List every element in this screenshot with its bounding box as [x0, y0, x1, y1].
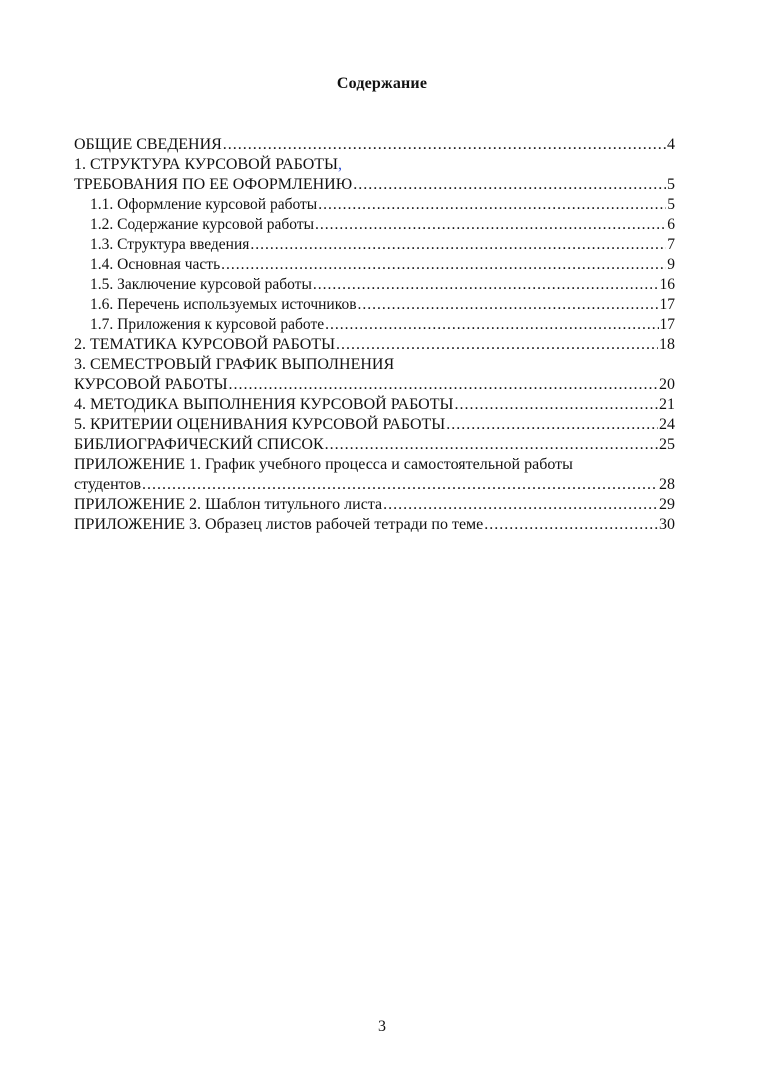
- toc-entry-methodology[interactable]: [74, 395, 675, 415]
- toc-entry-label-line1: 3. СЕМЕСТРОВЫЙ ГРАФИК ВЫПОЛНЕНИЯ: [74, 356, 395, 373]
- toc-subentry-1-2[interactable]: [90, 215, 675, 235]
- toc-page-number: 9: [667, 256, 675, 273]
- toc-entry-label: ОБЩИЕ СВЕДЕНИЯ: [74, 136, 222, 153]
- toc-entry-label-line2: ТРЕБОВАНИЯ ПО ЕЕ ОФОРМЛЕНИЮ: [74, 176, 353, 193]
- toc-entry-appendix-1[interactable]: [74, 455, 675, 495]
- toc-page-number: 21: [659, 396, 675, 413]
- toc-subentry-1-1[interactable]: [90, 195, 675, 215]
- toc-leader-dots: [336, 335, 658, 355]
- toc-page-number: 17: [659, 296, 675, 313]
- toc-entry-label: 2. ТЕМАТИКА КУРСОВОЙ РАБОТЫ: [74, 336, 336, 353]
- toc-entry-label: 1.4. Основная часть: [90, 256, 221, 273]
- toc-subentry-1-5[interactable]: [90, 275, 675, 295]
- toc-entry-label-line2: КУРСОВОЙ РАБОТЫ: [74, 376, 228, 393]
- toc-page-number: 20: [659, 376, 675, 393]
- toc-entry-label: 1.5. Заключение курсовой работы: [90, 276, 312, 293]
- toc-entry-label: 1.1. Оформление курсовой работы: [90, 196, 318, 213]
- toc-page-number: 30: [659, 516, 675, 533]
- toc-leader-dots: [142, 475, 658, 495]
- toc-page-number: 17: [659, 316, 675, 333]
- toc-page-number: 6: [667, 216, 675, 233]
- toc-entry-appendix-2[interactable]: [74, 495, 675, 515]
- toc-entry-structure[interactable]: [74, 155, 675, 195]
- toc-leader-dots: [358, 295, 659, 315]
- toc-leader-dots: [315, 215, 666, 235]
- toc-entry-general-info[interactable]: [74, 135, 675, 155]
- page-number: 3: [378, 1018, 386, 1035]
- toc-page-number: 7: [667, 236, 675, 253]
- toc-entry-label: ПРИЛОЖЕНИЕ 3. Образец листов рабочей тетради по теме: [74, 516, 484, 533]
- toc-leader-dots: [223, 135, 666, 155]
- toc-subentry-1-7[interactable]: [90, 315, 675, 335]
- toc-subentry-1-6[interactable]: [90, 295, 675, 315]
- toc-entry-criteria[interactable]: [74, 415, 675, 435]
- toc-page-number: 4: [667, 136, 675, 153]
- toc-entry-label: БИБЛИОГРАФИЧЕСКИЙ СПИСОК: [74, 436, 324, 453]
- toc-entry-label: 1.2. Содержание курсовой работы: [90, 216, 315, 233]
- toc-entry-label: 1.3. Структура введения: [90, 236, 250, 253]
- toc-page-number: 5: [667, 196, 675, 213]
- toc-leader-dots: [353, 175, 666, 195]
- toc-leader-dots: [313, 275, 659, 295]
- toc-page-number: 24: [659, 416, 675, 433]
- toc-leader-dots: [446, 415, 658, 435]
- toc-subentry-1-4[interactable]: [90, 255, 675, 275]
- toc-entry-label: 5. КРИТЕРИИ ОЦЕНИВАНИЯ КУРСОВОЙ РАБОТЫ: [74, 416, 446, 433]
- toc-entry-label-line1: 1. СТРУКТУРА КУРСОВОЙ РАБОТЫ: [74, 156, 338, 173]
- toc-link-mark: ,: [338, 156, 342, 173]
- toc-entry-label: ПРИЛОЖЕНИЕ 2. Шаблон титульного листа: [74, 496, 383, 513]
- page-title: Содержание: [336, 75, 428, 92]
- toc-subentry-1-3[interactable]: [90, 235, 675, 255]
- toc-page-number: 28: [659, 476, 675, 493]
- toc-entry-label: 4. МЕТОДИКА ВЫПОЛНЕНИЯ КУРСОВОЙ РАБОТЫ: [74, 396, 454, 413]
- toc-leader-dots: [454, 395, 658, 415]
- toc-page-number: 29: [659, 496, 675, 513]
- toc-leader-dots: [325, 315, 658, 335]
- toc-leader-dots: [325, 435, 658, 455]
- toc-entry-schedule[interactable]: [74, 355, 675, 395]
- toc-entry-topics[interactable]: [74, 335, 675, 355]
- toc-page-number: 5: [667, 176, 675, 193]
- toc-entry-bibliography[interactable]: [74, 435, 675, 455]
- toc-entry-label-line1: ПРИЛОЖЕНИЕ 1. График учебного процесса и самостоятельной работы: [74, 456, 573, 473]
- toc-leader-dots: [221, 255, 666, 275]
- toc-entry-appendix-3[interactable]: [74, 515, 675, 535]
- toc-entry-label-line2: студентов: [74, 476, 142, 493]
- toc-page-number: 18: [659, 336, 675, 353]
- toc-leader-dots: [383, 495, 658, 515]
- toc-leader-dots: [250, 235, 666, 255]
- toc-page-number: 16: [659, 276, 675, 293]
- toc-leader-dots: [318, 195, 666, 215]
- toc-entry-label: 1.6. Перечень используемых источников: [90, 296, 357, 313]
- table-of-contents: [74, 135, 675, 535]
- toc-entry-label: 1.7. Приложения к курсовой работе: [90, 316, 325, 333]
- toc-leader-dots: [229, 375, 658, 395]
- toc-leader-dots: [484, 515, 658, 535]
- toc-page-number: 25: [659, 436, 675, 453]
